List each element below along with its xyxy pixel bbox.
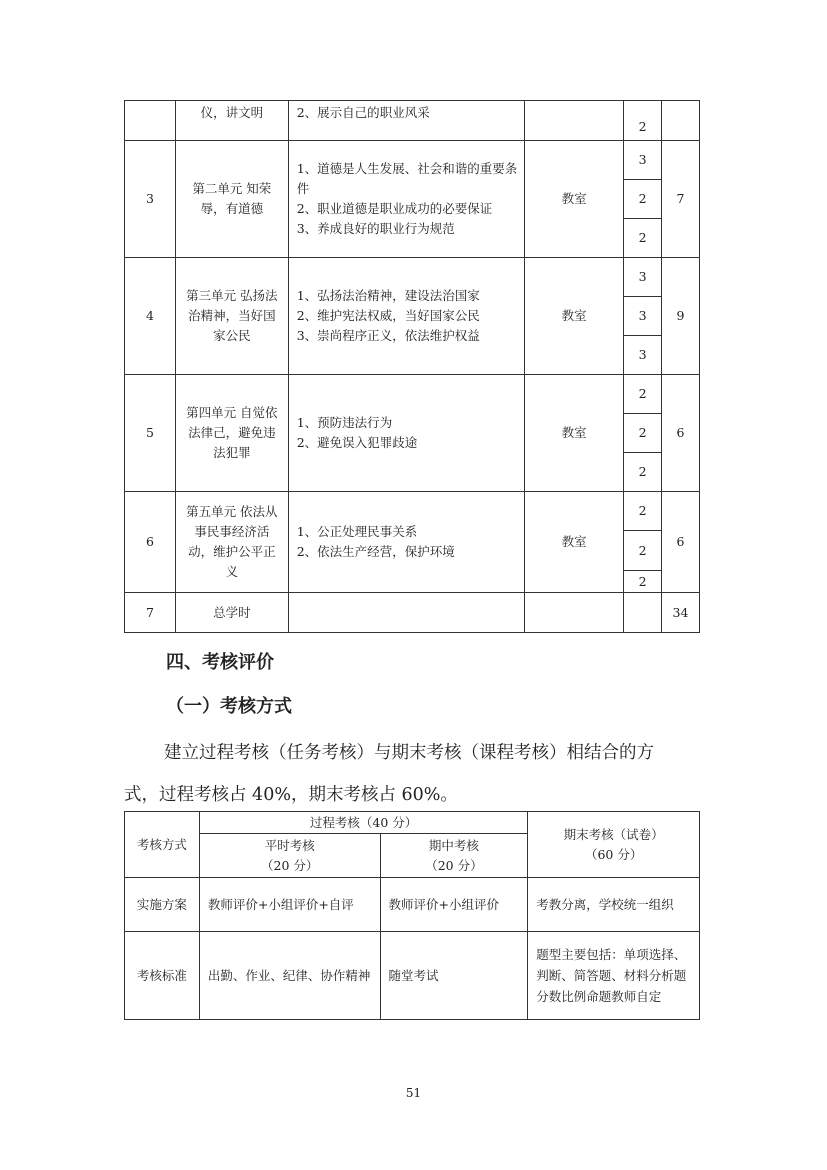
unit-content <box>288 258 525 375</box>
unit-title: 第四单元 自觉依法律己，避免违法犯罪 <box>175 375 288 492</box>
place-cell <box>525 101 624 141</box>
row-number <box>125 101 176 141</box>
unit-content <box>288 593 525 633</box>
header-mid <box>380 834 528 878</box>
mid-score: （20 分） <box>425 857 483 873</box>
usual-score: （20 分） <box>261 857 319 873</box>
unit-content <box>288 492 525 593</box>
assessment-paragraph <box>124 732 704 816</box>
hours-cell: 2 <box>624 375 662 414</box>
header-final <box>528 812 700 878</box>
row-number: 4 <box>125 258 176 375</box>
header-process: 过程考核（40 分） <box>199 812 527 834</box>
row-number: 7 <box>125 593 176 633</box>
usual-title: 平时考核 <box>264 837 315 853</box>
hours-cell: 2 <box>624 571 662 593</box>
hours-cell: 2 <box>624 492 662 531</box>
hours-cell: 2 <box>624 453 662 492</box>
assessment-table <box>124 811 700 1020</box>
content-item: 3、崇尚程序正义，依法维护权益 <box>296 328 480 343</box>
total-hours-cell: 9 <box>662 258 700 375</box>
unit-title: 仪，讲文明 <box>175 101 288 141</box>
table-row <box>125 932 700 1020</box>
row-number: 3 <box>125 141 176 258</box>
content-item: 3、养成良好的职业行为规范 <box>296 221 455 236</box>
course-schedule-table <box>124 100 700 633</box>
row-label: 考核标准 <box>125 932 200 1020</box>
hours-cell <box>624 593 662 633</box>
unit-content <box>288 375 525 492</box>
unit-title: 第二单元 知荣辱，有道德 <box>175 141 288 258</box>
content-item: 2、依法生产经营，保护环境 <box>296 544 455 559</box>
content-item: 1、预防违法行为 <box>296 415 393 430</box>
mid-cell: 教师评价+小组评价 <box>380 878 528 932</box>
unit-title: 第三单元 弘扬法治精神，当好国家公民 <box>175 258 288 375</box>
hours-cell: 2 <box>624 219 662 258</box>
table-row <box>125 593 700 633</box>
paragraph-line: 式，过程考核占 40%，期末考核占 60%。 <box>124 785 458 805</box>
final-score: （60 分） <box>584 846 643 862</box>
table-row <box>125 101 700 141</box>
hours-cell: 3 <box>624 297 662 336</box>
unit-content: 2、展示自己的职业风采 <box>288 101 525 141</box>
row-label: 实施方案 <box>125 878 200 932</box>
total-hours-cell: 6 <box>662 492 700 593</box>
content-item: 2、职业道德是职业成功的必要保证 <box>296 201 493 216</box>
content-item: 1、公正处理民事关系 <box>296 524 418 539</box>
unit-title: 总学时 <box>175 593 288 633</box>
subsection-heading: （一）考核方式 <box>166 696 292 717</box>
section-heading: 四、考核评价 <box>166 652 274 673</box>
hours-cell: 2 <box>624 180 662 219</box>
hours-cell: 2 <box>624 531 662 571</box>
content-item: 2、避免误入犯罪歧途 <box>296 435 418 450</box>
hours-cell: 3 <box>624 141 662 180</box>
table-row <box>125 258 700 297</box>
total-hours-cell <box>662 101 700 141</box>
final-cell: 题型主要包括：单项选择、判断、简答题、材料分析题分数比例命题教师自定 <box>528 932 700 1020</box>
total-hours-cell: 34 <box>662 593 700 633</box>
usual-cell: 教师评价+小组评价+自评 <box>199 878 380 932</box>
usual-cell: 出勤、作业、纪律、协作精神 <box>199 932 380 1020</box>
content-item: 1、弘扬法治精神，建设法治国家 <box>296 288 480 303</box>
row-number: 5 <box>125 375 176 492</box>
unit-title: 第五单元 依法从事民事经济活动，维护公平正义 <box>175 492 288 593</box>
header-usual <box>199 834 380 878</box>
final-cell: 考教分离，学校统一组织 <box>528 878 700 932</box>
place-cell: 教室 <box>525 375 624 492</box>
table-row <box>125 878 700 932</box>
place-cell: 教室 <box>525 492 624 593</box>
hours-cell: 2 <box>624 101 662 141</box>
hours-cell: 3 <box>624 258 662 297</box>
hours-cell: 2 <box>624 414 662 453</box>
place-cell: 教室 <box>525 141 624 258</box>
content-item: 2、维护宪法权威，当好国家公民 <box>296 308 480 323</box>
total-hours-cell: 6 <box>662 375 700 492</box>
row-number: 6 <box>125 492 176 593</box>
place-cell: 教室 <box>525 258 624 375</box>
place-cell <box>525 593 624 633</box>
hours-cell: 3 <box>624 336 662 375</box>
unit-content <box>288 141 525 258</box>
paragraph-line: 建立过程考核（任务考核）与期末考核（课程考核）相结合的方 <box>164 743 654 763</box>
header-method: 考核方式 <box>125 812 200 878</box>
mid-title: 期中考核 <box>428 837 479 853</box>
page-number: 51 <box>405 1086 422 1100</box>
table-row <box>125 375 700 414</box>
table-row <box>125 141 700 180</box>
mid-cell: 随堂考试 <box>380 932 528 1020</box>
table-row <box>125 492 700 531</box>
content-item: 1、道德是人生发展、社会和谐的重要条件 <box>296 161 518 196</box>
final-title: 期末考核（试卷） <box>563 826 664 842</box>
total-hours-cell: 7 <box>662 141 700 258</box>
